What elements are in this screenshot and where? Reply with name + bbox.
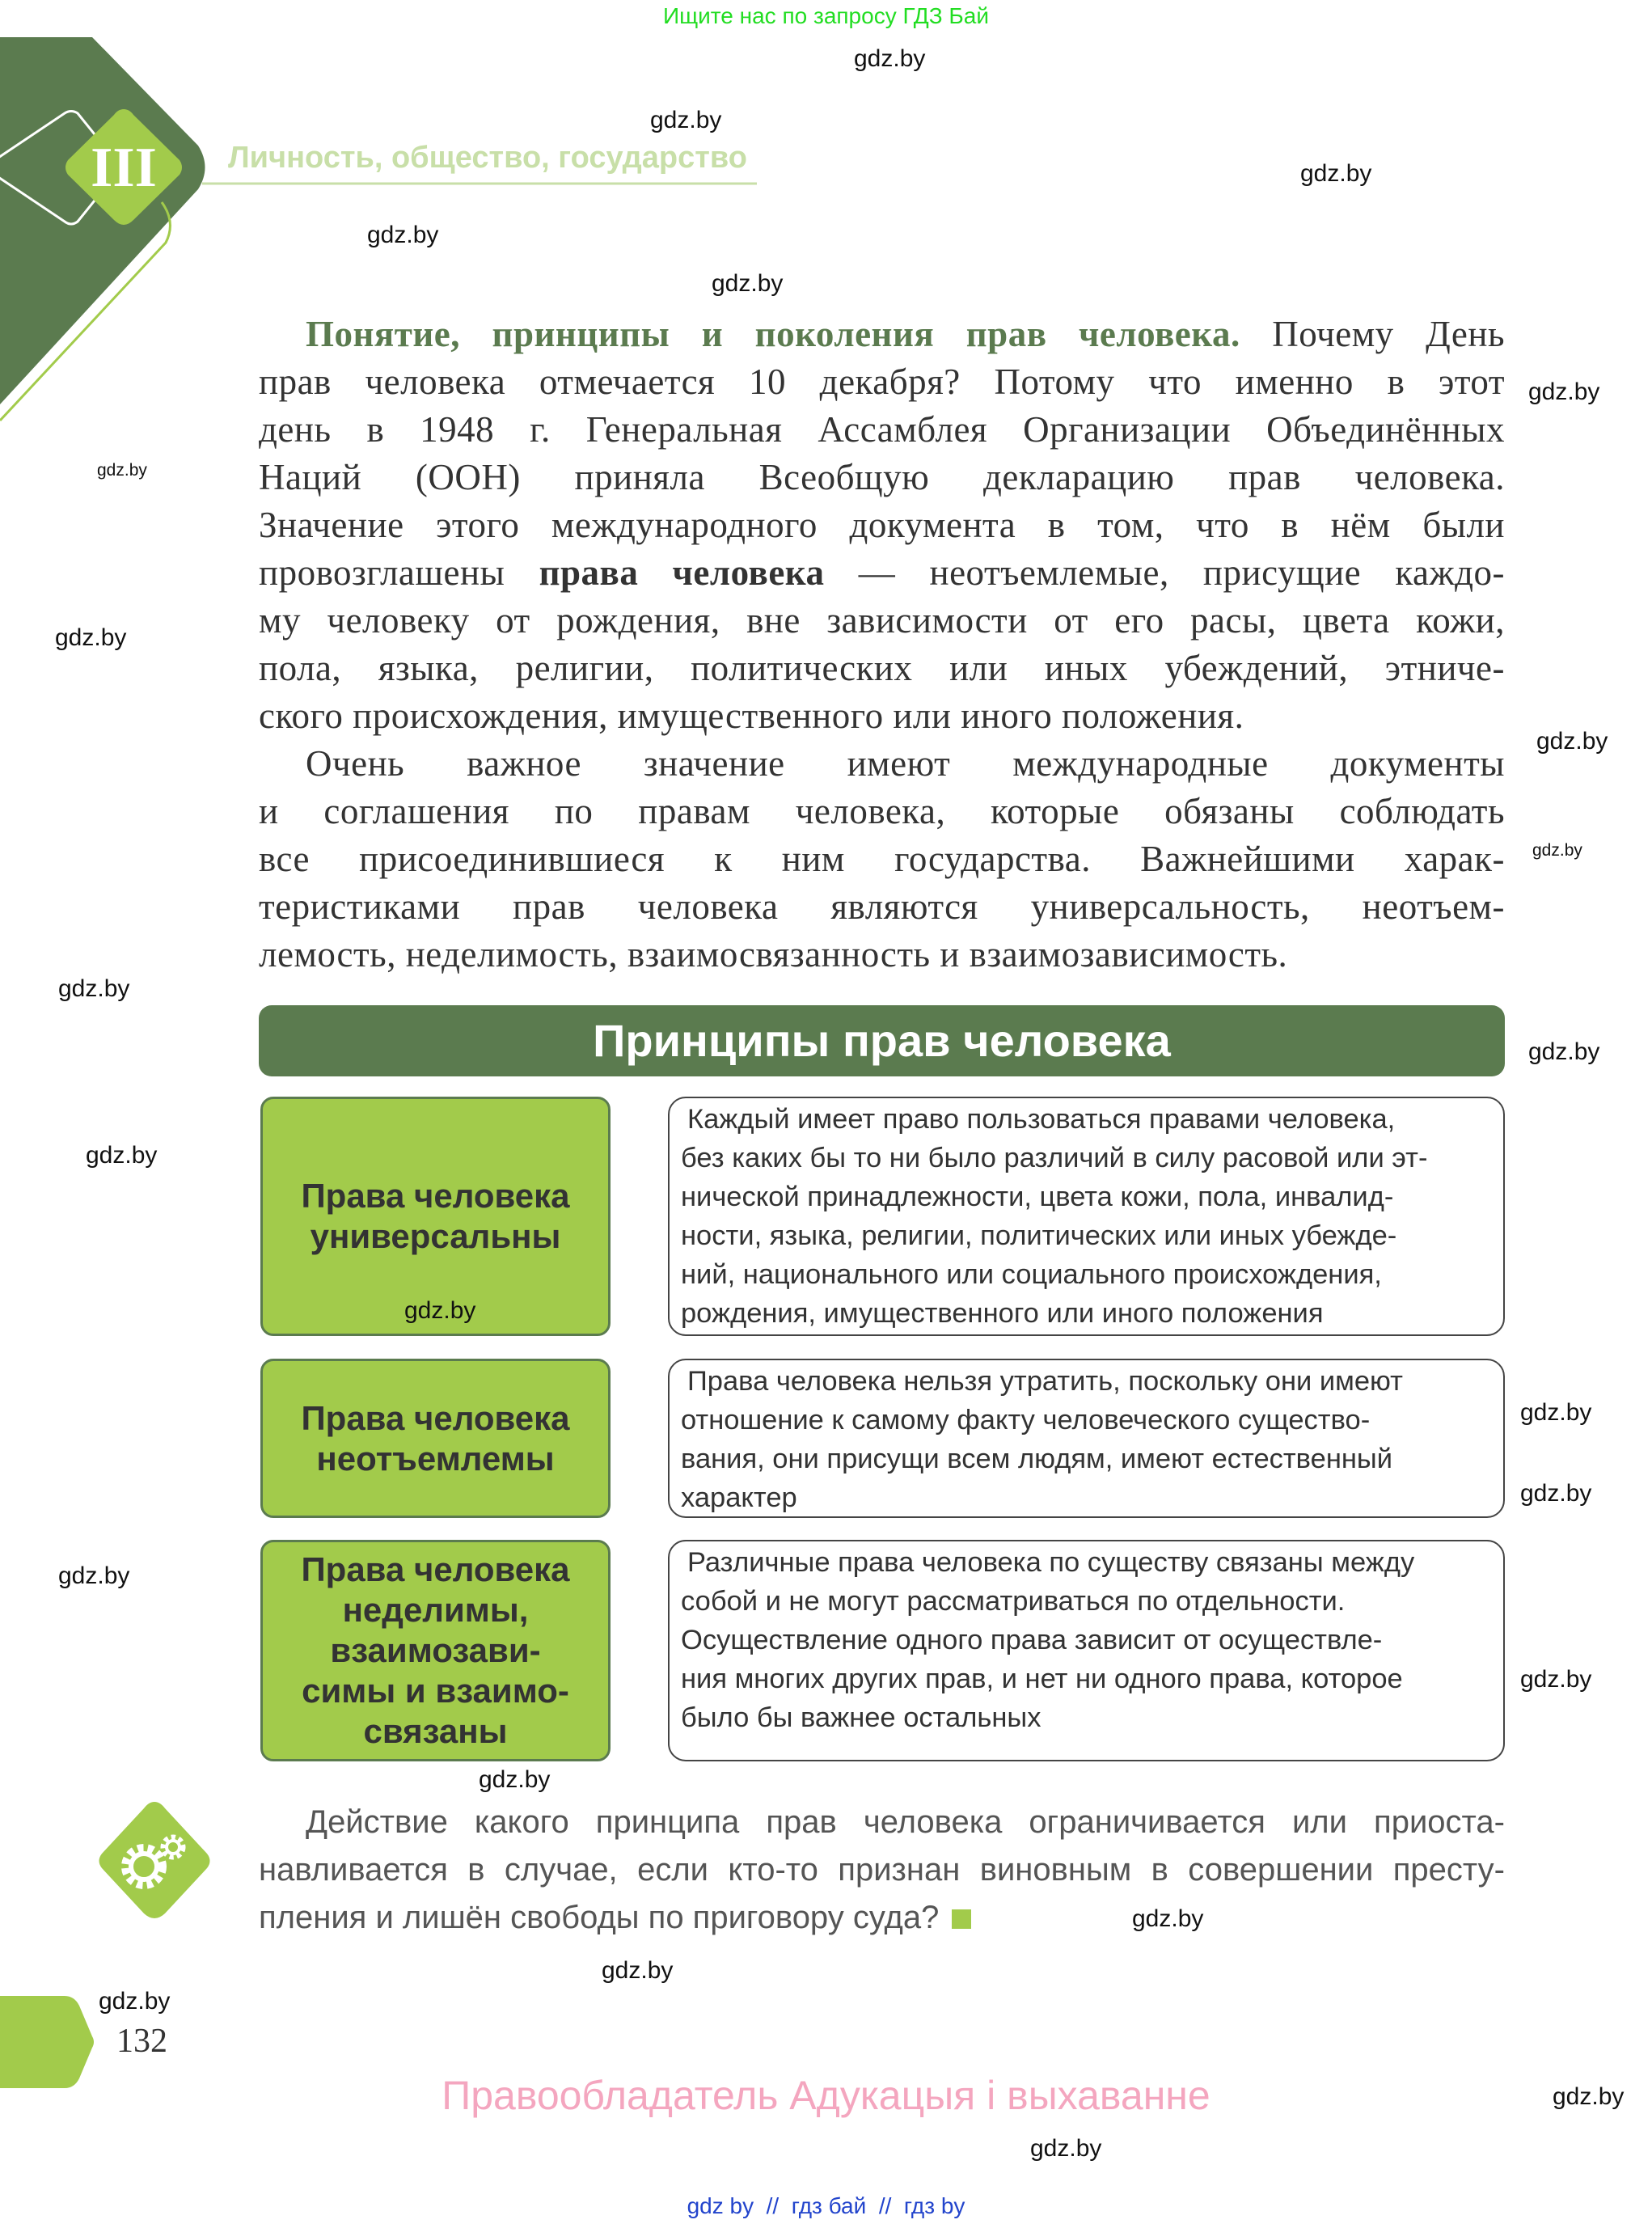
- principle-name-line: неотъемлемы: [316, 1439, 555, 1478]
- copyright-notice: Правообладатель Адукацыя і выхаванне: [442, 2073, 1210, 2118]
- principle-name-line: неделимы,: [342, 1591, 529, 1629]
- watermark: gdz.by: [650, 107, 722, 133]
- watermark: gdz.by: [1030, 2135, 1102, 2162]
- text-line: лемость, неделимость, взаимосвязанность и взаимозависимость.: [259, 934, 1288, 975]
- text-line: му человеку от рождения, вне зависимости от его расы, цвета кожи,: [259, 600, 1505, 641]
- text-line: [259, 311, 1505, 358]
- watermark: gdz.by: [712, 270, 784, 297]
- principle-name-line: симы и взаимо-: [302, 1672, 569, 1710]
- text-span: провозглашены: [259, 552, 505, 593]
- watermark: gdz.by: [1520, 1666, 1592, 1693]
- text-line: Наций (ООН) приняла Всеобщую декларацию прав человека.: [259, 457, 1505, 497]
- text-line: навливается в случае, если кто-то признан виновным в совершении престу-: [259, 1852, 1505, 1888]
- principle-name-line: Права человека: [301, 1550, 570, 1588]
- text-line: [259, 1894, 971, 1942]
- watermark: gdz.by: [55, 624, 127, 651]
- bottom-links[interactable]: gdz by // гдз бай // гдз by: [687, 2193, 965, 2218]
- watermark: gdz.by: [97, 461, 147, 480]
- watermark: gdz.by: [1532, 841, 1582, 860]
- text-span: пления и лишён свободы по приговору суда?: [259, 1900, 940, 1935]
- desc-line: рождения, имущественного или иного положения: [681, 1298, 1324, 1329]
- principle-name-line: Права человека: [301, 1398, 570, 1437]
- desc-line: было бы важнее остальных: [681, 1702, 1041, 1733]
- desc-line: Различные права человека по существу связаны между: [687, 1547, 1415, 1578]
- watermark: gdz.by: [1553, 2083, 1625, 2110]
- watermark: gdz.by: [1528, 1038, 1600, 1065]
- watermark: gdz.by: [58, 1562, 130, 1589]
- watermark: gdz.by: [1520, 1399, 1592, 1426]
- watermark: gdz.by: [602, 1957, 674, 1984]
- desc-line: собой и не могут рассматриваться по отдельности.: [681, 1586, 1346, 1617]
- watermark: gdz.by: [58, 975, 130, 1002]
- watermark: gdz.by: [99, 1988, 171, 2015]
- watermark: gdz.by: [404, 1297, 476, 1324]
- text-line: [259, 549, 1505, 597]
- text-line: и соглашения по правам человека, которые обязаны соблюдать: [259, 791, 1505, 831]
- principle-inalienable: [260, 1359, 611, 1518]
- desc-line: вания, они присущи всем людям, имеют естественный: [681, 1444, 1392, 1474]
- principle-indivisible-description: [668, 1540, 1505, 1761]
- paragraph-1: [259, 311, 1505, 740]
- watermark: gdz.by: [367, 222, 439, 248]
- text-span: Почему День: [1272, 314, 1505, 354]
- text-line: пола, языка, религии, политических или иных убеждений, этниче-: [259, 648, 1505, 688]
- desc-line: нической принадлежности, цвета кожи, пола, инвалид-: [681, 1182, 1394, 1212]
- text-span: — неотъемлемые, присущие каждо-: [858, 552, 1505, 593]
- watermark: gdz.by: [479, 1766, 551, 1793]
- text-line: Очень важное значение имеют международные документы: [306, 743, 1505, 784]
- desc-line: ния многих других прав, и нет ни одного права, которое: [681, 1664, 1403, 1694]
- desc-line: Осуществление одного права зависит от осуществле-: [681, 1625, 1383, 1655]
- watermark: gdz.by: [854, 45, 926, 72]
- watermark: gdz.by: [1300, 160, 1372, 187]
- principle-name-line: связаны: [363, 1712, 508, 1750]
- text-line: теристиками прав человека являются универсальность, неотъем-: [259, 886, 1505, 927]
- text-line: день в 1948 г. Генеральная Ассамблея Организации Объединённых: [259, 409, 1505, 450]
- desc-line: Права человека нельзя утратить, поскольку они имеют: [687, 1366, 1403, 1397]
- chapter-number: III: [91, 137, 157, 199]
- question: [259, 1799, 1505, 1942]
- page-tab: [0, 1994, 97, 2090]
- term-human-rights: права человека: [539, 552, 825, 593]
- paragraph-2: [259, 740, 1505, 979]
- page-number: 132: [116, 2023, 167, 2060]
- principle-name-line: универсальны: [310, 1217, 561, 1255]
- end-square-icon: [952, 1909, 971, 1929]
- desc-line: ний, национального или социального происхождения,: [681, 1259, 1382, 1290]
- text-line: Действие какого принципа прав человека ограничивается или приоста-: [306, 1804, 1505, 1840]
- text-line: прав человека отмечается 10 декабря? Потому что именно в этот: [259, 362, 1505, 402]
- principle-name-line: взаимозави-: [330, 1631, 541, 1669]
- principle-name-line: Права человека: [301, 1177, 570, 1215]
- section-heading: Понятие, принципы и поколения прав человека.: [306, 314, 1240, 354]
- text-line: ского происхождения, имущественного или иного положения.: [259, 696, 1244, 736]
- chapter-title: Личность, общество, государство: [228, 141, 747, 175]
- desc-line: характер: [681, 1482, 797, 1513]
- watermark: gdz.by: [1520, 1480, 1592, 1507]
- text-line: Значение этого международного документа в том, что в нём были: [259, 505, 1505, 545]
- watermark: gdz.by: [86, 1142, 158, 1169]
- desc-line: отношение к самому факту человеческого существо-: [681, 1405, 1371, 1435]
- principle-indivisible: [260, 1540, 611, 1761]
- desc-line: без каких бы то ни было различий в силу расовой или эт-: [681, 1143, 1428, 1173]
- watermark: gdz.by: [1528, 378, 1600, 405]
- desc-line: ности, языка, религии, политических или иных убежде-: [681, 1220, 1397, 1251]
- principles-title: Принципы прав человека: [259, 1005, 1505, 1076]
- watermark: gdz.by: [1132, 1905, 1204, 1932]
- text-line: все присоединившиеся к ним государства. Важнейшими харак-: [259, 839, 1505, 879]
- gears-icon: [94, 1800, 215, 1922]
- promo-text[interactable]: Ищите нас по запросу ГДЗ Бай: [662, 3, 990, 28]
- principle-inalienable-description: [668, 1359, 1505, 1518]
- watermark: gdz.by: [1536, 728, 1608, 755]
- desc-line: Каждый имеет право пользоваться правами человека,: [687, 1104, 1396, 1135]
- principle-universal-description: [668, 1097, 1505, 1336]
